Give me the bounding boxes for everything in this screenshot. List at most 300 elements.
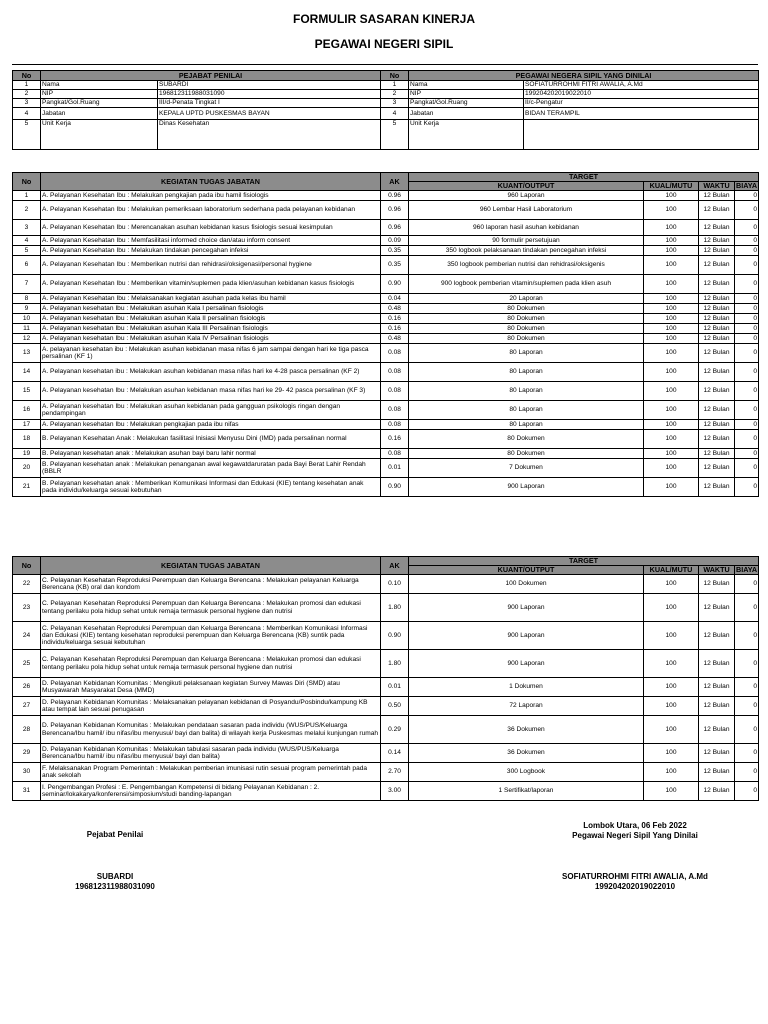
task-ak: 0.08 xyxy=(381,382,409,401)
task-header-kegiatan: KEGIATAN TUGAS JABATAN xyxy=(41,173,381,191)
task-cost: 0 xyxy=(735,697,759,716)
penilai-label: Jabatan xyxy=(41,108,158,120)
task-output: 1 Sertifikat/laporan xyxy=(409,782,644,801)
task-time: 12 Bulan xyxy=(699,363,735,382)
task-activity: B. Pelayanan kesehatan anak : Memberikan Komunikasi Informasi dan Edukasi (KIE) tentang kesehatan anak pada individu/keluarga sesuai kebutuhan xyxy=(41,478,381,497)
task-activity: B. Pelayanan kesehatan anak : Melakukan asuhan bayi baru lahir normal xyxy=(41,449,381,459)
penilai-label: Unit Kerja xyxy=(41,120,158,150)
task-ak: 0.09 xyxy=(381,236,409,246)
task-activity: A. Pelayanan Kesehatan Ibu : Merencanakan asuhan kebidanan kasus fisiologis sesuai kesimpulan xyxy=(41,220,381,236)
task-no: 23 xyxy=(13,594,41,622)
task-row xyxy=(13,382,759,401)
task-no: 31 xyxy=(13,782,41,801)
task-activity: C. Pelayanan Kesehatan Reproduksi Perempuan dan Keluarga Berencana : Melakukan pelayanan Keluarga Berencana (KB) oral dan kondom xyxy=(41,575,381,594)
dinilai-label: Nama xyxy=(409,81,524,90)
identity-no: 1 xyxy=(381,81,409,90)
task-quality: 100 xyxy=(644,594,699,622)
task-output: 100 Dokumen xyxy=(409,575,644,594)
task-quality: 100 xyxy=(644,220,699,236)
task-no: 16 xyxy=(13,401,41,420)
task-output: 36 Dokumen xyxy=(409,744,644,763)
task-activity: B. Pelayanan Kesehatan Anak : Melakukan fasilitasi Inisiasi Menyusu Dini (IMD) pada persalinan normal xyxy=(41,430,381,449)
task-activity: C. Pelayanan Kesehatan Reproduksi Perempuan dan Keluarga Berencana : Melakukan promosi dan edukasi tentang perilaku pola hidup sehat untuk remaja termasuk personal hygiene dan nutrisi xyxy=(41,650,381,678)
task-output: 36 Dokumen xyxy=(409,716,644,744)
identity-header-penilai: PEJABAT PENILAI xyxy=(41,71,381,81)
task-no: 29 xyxy=(13,744,41,763)
task-row xyxy=(13,763,759,782)
task-header-kual: KUAL/MUTU xyxy=(644,182,699,191)
task-time: 12 Bulan xyxy=(699,594,735,622)
task-time: 12 Bulan xyxy=(699,650,735,678)
task-ak: 1.80 xyxy=(381,594,409,622)
task-quality: 100 xyxy=(644,246,699,256)
task-time: 12 Bulan xyxy=(699,275,735,294)
task-cost: 0 xyxy=(735,401,759,420)
penilai-label: Nama xyxy=(41,81,158,90)
task-time: 12 Bulan xyxy=(699,304,735,314)
task-time: 12 Bulan xyxy=(699,716,735,744)
penilai-label: Pangkat/Gol.Ruang xyxy=(41,99,158,108)
task-activity: D. Pelayanan Kebidanan Komunitas : Melakukan tabulasi sasaran pada individu (WUS/PUS/Keluarga Berencana/Ibu hamil/ ibu nifas/ibu menyusui/ bayi dan balita) xyxy=(41,744,381,763)
task-header-waktu: WAKTU xyxy=(699,182,735,191)
task-quality: 100 xyxy=(644,449,699,459)
task-quality: 100 xyxy=(644,363,699,382)
task-output: 960 Laporan xyxy=(409,191,644,201)
task-row xyxy=(13,324,759,334)
task-activity: A. Pelayanan kesehatan Ibu : Melakukan pengkajian pada ibu nifas xyxy=(41,420,381,430)
task-activity: A. Pelayanan Kesehatan Ibu : Memberikan nutrisi dan rehidrasi/oksigenasi/personal hygiene xyxy=(41,256,381,275)
task-cost: 0 xyxy=(735,236,759,246)
task-no: 30 xyxy=(13,763,41,782)
identity-no: 4 xyxy=(13,108,41,120)
task-table-1 xyxy=(12,172,759,497)
task-cost: 0 xyxy=(735,275,759,294)
task-ak: 0.90 xyxy=(381,478,409,497)
task-quality: 100 xyxy=(644,401,699,420)
task-output: 80 Laporan xyxy=(409,401,644,420)
task-quality: 100 xyxy=(644,314,699,324)
task-cost: 0 xyxy=(735,363,759,382)
task-activity: I. Pengembangan Profesi : E. Pengembangan Kompetensi di bidang Pelayanan Kebidanan : 2. seminar/lokakarya/konferensi/simposium/studi banding-lapangan xyxy=(41,782,381,801)
task-ak: 0.96 xyxy=(381,191,409,201)
task-ak: 0.96 xyxy=(381,220,409,236)
right-signer-role: Pegawai Negeri Sipil Yang Dinilai xyxy=(572,831,698,840)
right-signer-nip: 199204202019022010 xyxy=(594,882,676,891)
task-no: 25 xyxy=(13,650,41,678)
right-signer-name: SOFIATURROHMI FITRI AWALIA, A.Md xyxy=(562,872,708,881)
task-no: 20 xyxy=(13,459,41,478)
task-output: 350 logbook pelaksanaan tindakan pencegahan infeksi xyxy=(409,246,644,256)
task-row xyxy=(13,256,759,275)
task-row xyxy=(13,782,759,801)
identity-row xyxy=(13,90,759,99)
task-quality: 100 xyxy=(644,294,699,304)
task-row xyxy=(13,449,759,459)
task-output: 960 laporan hasil asuhan kebidanan xyxy=(409,220,644,236)
task-activity: A. Pelayanan Kesehatan Ibu : Memberikan vitamin/suplemen pada klien/asuhan kebidanan kasus fisiologis xyxy=(41,275,381,294)
task-activity: A. Pelayanan kesehatan Ibu : Melakukan asuhan Kala IV Persalinan fisiologis xyxy=(41,334,381,344)
task-row xyxy=(13,478,759,497)
task-quality: 100 xyxy=(644,650,699,678)
task-no: 6 xyxy=(13,256,41,275)
task-row xyxy=(13,191,759,201)
task-header-biaya: BIAYA xyxy=(736,565,758,575)
dinilai-label: Unit Kerja xyxy=(409,120,524,150)
task-cost: 0 xyxy=(735,622,759,650)
task-output: 80 Dokumen xyxy=(409,304,644,314)
task-no: 18 xyxy=(13,430,41,449)
identity-no: 5 xyxy=(13,120,41,150)
task-row xyxy=(13,334,759,344)
task-ak: 0.90 xyxy=(381,275,409,294)
task-activity: A. Pelayanan Kesehatan Ibu : Melaksanakan kegiatan asuhan pada kelas ibu hamil xyxy=(41,294,381,304)
task-quality: 100 xyxy=(644,763,699,782)
task-no: 1 xyxy=(13,191,41,201)
task-cost: 0 xyxy=(735,575,759,594)
task-header-waktu: WAKTU xyxy=(699,566,735,575)
dinilai-value: BIDAN TERAMPIL xyxy=(524,108,759,120)
left-signer-nip: 196812311988031090 xyxy=(75,882,155,891)
task-output: 300 Logbook xyxy=(409,763,644,782)
dinilai-label: Jabatan xyxy=(409,108,524,120)
task-activity: A. Pelayanan Kesehatan Ibu : Melakukan pemeriksaan laboratorium sederhana pada pelayanan kebidanan xyxy=(41,201,381,220)
task-cost: 0 xyxy=(735,678,759,697)
form-subtitle: PEGAWAI NEGERI SIPIL xyxy=(314,37,454,51)
task-row xyxy=(13,201,759,220)
task-output: 960 Lembar Hasil Laboratorium xyxy=(409,201,644,220)
task-ak: 0.08 xyxy=(381,420,409,430)
task-ak: 0.08 xyxy=(381,344,409,363)
task-quality: 100 xyxy=(644,382,699,401)
task-time: 12 Bulan xyxy=(699,744,735,763)
identity-header-no: No xyxy=(13,71,41,81)
task-cost: 0 xyxy=(735,716,759,744)
task-time: 12 Bulan xyxy=(699,344,735,363)
identity-no: 5 xyxy=(381,120,409,150)
dinilai-label: Pangkat/Gol.Ruang xyxy=(409,99,524,108)
task-row xyxy=(13,650,759,678)
penilai-value: Dinas Kesehatan xyxy=(158,120,381,150)
task-cost: 0 xyxy=(735,324,759,334)
task-activity: B. Pelayanan kesehatan anak : Melakukan penanganan awal kegawatdaruratan pada Bayi Berat Lahir Rendah (BBLR xyxy=(41,459,381,478)
task-row xyxy=(13,246,759,256)
task-quality: 100 xyxy=(644,201,699,220)
task-header-kuant: KUANT/OUTPUT xyxy=(409,182,644,191)
task-quality: 100 xyxy=(644,256,699,275)
task-quality: 100 xyxy=(644,459,699,478)
task-quality: 100 xyxy=(644,716,699,744)
task-row xyxy=(13,220,759,236)
task-output: 80 Dokumen xyxy=(409,430,644,449)
penilai-value: SUBARDI xyxy=(158,81,381,90)
task-ak: 0.16 xyxy=(381,314,409,324)
task-time: 12 Bulan xyxy=(699,401,735,420)
task-cost: 0 xyxy=(735,314,759,324)
task-header-target: TARGET xyxy=(409,173,759,182)
task-quality: 100 xyxy=(644,344,699,363)
task-output: 80 Laporan xyxy=(409,363,644,382)
task-row xyxy=(13,622,759,650)
task-header-target: TARGET xyxy=(409,557,759,566)
task-time: 12 Bulan xyxy=(699,697,735,716)
task-row xyxy=(13,344,759,363)
task-output: 80 Laporan xyxy=(409,420,644,430)
task-quality: 100 xyxy=(644,420,699,430)
task-activity: A. Pelayanan Kesehatan Ibu : Melakukan tindakan pencegahan infeksi xyxy=(41,246,381,256)
task-ak: 2.70 xyxy=(381,763,409,782)
task-row xyxy=(13,744,759,763)
task-quality: 100 xyxy=(644,191,699,201)
left-signer-role: Pejabat Penilai xyxy=(86,830,144,839)
task-ak: 0.35 xyxy=(381,246,409,256)
task-row xyxy=(13,420,759,430)
task-cost: 0 xyxy=(735,449,759,459)
task-time: 12 Bulan xyxy=(699,334,735,344)
penilai-value: KEPALA UPTD PUSKESMAS BAYAN xyxy=(158,108,381,120)
task-no: 5 xyxy=(13,246,41,256)
task-no: 14 xyxy=(13,363,41,382)
identity-header-no2: No xyxy=(381,71,409,81)
task-time: 12 Bulan xyxy=(699,478,735,497)
task-header-no: No xyxy=(13,173,41,191)
task-row xyxy=(13,275,759,294)
task-cost: 0 xyxy=(735,763,759,782)
task-no: 2 xyxy=(13,201,41,220)
identity-row xyxy=(13,81,759,90)
task-row xyxy=(13,697,759,716)
task-time: 12 Bulan xyxy=(699,236,735,246)
task-activity: A. Pelayanan Kesehatan Ibu : Melakukan pengkajian pada ibu hamil fisiologis xyxy=(41,191,381,201)
task-time: 12 Bulan xyxy=(699,246,735,256)
identity-no: 3 xyxy=(13,99,41,108)
task-ak: 0.48 xyxy=(381,304,409,314)
task-quality: 100 xyxy=(644,275,699,294)
task-cost: 0 xyxy=(735,201,759,220)
task-ak: 0.50 xyxy=(381,697,409,716)
task-output: 80 Laporan xyxy=(409,344,644,363)
task-no: 17 xyxy=(13,420,41,430)
task-quality: 100 xyxy=(644,678,699,697)
task-time: 12 Bulan xyxy=(699,622,735,650)
task-cost: 0 xyxy=(735,420,759,430)
task-row xyxy=(13,314,759,324)
task-output: 900 Laporan xyxy=(409,622,644,650)
task-header-kegiatan: KEGIATAN TUGAS JABATAN xyxy=(41,557,381,575)
task-output: 900 Laporan xyxy=(409,478,644,497)
task-time: 12 Bulan xyxy=(699,294,735,304)
task-row xyxy=(13,294,759,304)
task-quality: 100 xyxy=(644,430,699,449)
task-activity: D. Pelayanan Kebidanan Komunitas : Melaksanakan pelayanan kebidanan di Posyandu/Posbindu/kampung KB atau tempat lain sesuai penugasan xyxy=(41,697,381,716)
task-time: 12 Bulan xyxy=(699,575,735,594)
task-time: 12 Bulan xyxy=(699,763,735,782)
identity-no: 4 xyxy=(381,108,409,120)
task-output: 80 Dokumen xyxy=(409,334,644,344)
task-row xyxy=(13,304,759,314)
task-row xyxy=(13,236,759,246)
task-cost: 0 xyxy=(735,382,759,401)
task-no: 7 xyxy=(13,275,41,294)
task-activity: A. Pelayanan kesehatan Ibu : Melakukan asuhan Kala II persalinan fisiologis xyxy=(41,314,381,324)
task-quality: 100 xyxy=(644,744,699,763)
identity-no: 1 xyxy=(13,81,41,90)
identity-header-dinilai: PEGAWAI NEGERA SIPIL YANG DINILAI xyxy=(409,71,759,81)
task-table-2 xyxy=(12,556,759,801)
task-no: 21 xyxy=(13,478,41,497)
task-time: 12 Bulan xyxy=(699,782,735,801)
identity-row xyxy=(13,99,759,108)
task-header-kuant: KUANT/OUTPUT xyxy=(409,566,644,575)
task-no: 24 xyxy=(13,622,41,650)
penilai-value: 196812311988031090 xyxy=(158,90,381,99)
task-quality: 100 xyxy=(644,782,699,801)
task-time: 12 Bulan xyxy=(699,220,735,236)
task-cost: 0 xyxy=(735,246,759,256)
task-ak: 0.08 xyxy=(381,449,409,459)
task-activity: A. Pelayanan kesehatan Ibu : Melakukan asuhan kebidanan masa nifas hari ke 29- 42 pasca persalinan (KF 3) xyxy=(41,382,381,401)
identity-row xyxy=(13,120,759,150)
task-output: 7 Dokumen xyxy=(409,459,644,478)
task-time: 12 Bulan xyxy=(699,256,735,275)
task-quality: 100 xyxy=(644,334,699,344)
task-ak: 3.00 xyxy=(381,782,409,801)
task-ak: 0.48 xyxy=(381,334,409,344)
task-output: 80 Dokumen xyxy=(409,449,644,459)
dinilai-label: NIP xyxy=(409,90,524,99)
task-ak: 0.29 xyxy=(381,716,409,744)
divider xyxy=(12,64,758,65)
task-row xyxy=(13,459,759,478)
task-cost: 0 xyxy=(735,256,759,275)
task-time: 12 Bulan xyxy=(699,449,735,459)
task-row xyxy=(13,430,759,449)
task-row xyxy=(13,716,759,744)
task-time: 12 Bulan xyxy=(699,678,735,697)
task-activity: A. Pelayanan Kesehatan Ibu : Memfasilitasi informed choice dan/atau inform consent xyxy=(41,236,381,246)
task-cost: 0 xyxy=(735,594,759,622)
task-cost: 0 xyxy=(735,459,759,478)
identity-table xyxy=(12,70,759,150)
task-no: 28 xyxy=(13,716,41,744)
task-no: 10 xyxy=(13,314,41,324)
task-quality: 100 xyxy=(644,575,699,594)
task-no: 11 xyxy=(13,324,41,334)
task-cost: 0 xyxy=(735,304,759,314)
task-cost: 0 xyxy=(735,650,759,678)
task-time: 12 Bulan xyxy=(699,430,735,449)
task-activity: F. Melaksanakan Program Pemerintah : Melakukan pemberian imunisasi rutin sesuai program pemerintah pada anak sekolah xyxy=(41,763,381,782)
task-ak: 0.96 xyxy=(381,201,409,220)
task-time: 12 Bulan xyxy=(699,191,735,201)
task-no: 26 xyxy=(13,678,41,697)
task-quality: 100 xyxy=(644,622,699,650)
dinilai-value: II/c-Pengatur xyxy=(524,99,759,108)
identity-no: 2 xyxy=(13,90,41,99)
task-ak: 0.16 xyxy=(381,430,409,449)
task-cost: 0 xyxy=(735,744,759,763)
task-ak: 0.35 xyxy=(381,256,409,275)
task-quality: 100 xyxy=(644,304,699,314)
task-cost: 0 xyxy=(735,478,759,497)
dinilai-value xyxy=(524,120,759,150)
task-output: 90 formulir persetujuan xyxy=(409,236,644,246)
task-cost: 0 xyxy=(735,294,759,304)
task-output: 20 Laporan xyxy=(409,294,644,304)
task-ak: 0.90 xyxy=(381,622,409,650)
task-no: 3 xyxy=(13,220,41,236)
task-ak: 1.80 xyxy=(381,650,409,678)
identity-no: 3 xyxy=(381,99,409,108)
task-activity: C. Pelayanan Kesehatan Reproduksi Perempuan dan Keluarga Berencana : Memberikan Komunikasi Informasi dan Edukasi (KIE) tentang kesehatan reproduksi perempuan dan Keluarga Berencana (KB) suntik pada individu/keluarga sesuai kebutuhan xyxy=(41,622,381,650)
task-row xyxy=(13,401,759,420)
task-ak: 0.04 xyxy=(381,294,409,304)
task-no: 9 xyxy=(13,304,41,314)
task-output: 900 logbook pemberian vitamin/suplemen pada klien asuh xyxy=(409,275,644,294)
task-time: 12 Bulan xyxy=(699,201,735,220)
task-activity: A. pelayanan kesehatan ibu : Melakukan asuhan kebidanan masa nifas 6 jam sampai dengan hari ke tiga pasca persalinan (KF 1) xyxy=(41,344,381,363)
task-output: 80 Dokumen xyxy=(409,314,644,324)
task-no: 12 xyxy=(13,334,41,344)
identity-no: 2 xyxy=(381,90,409,99)
task-ak: 0.01 xyxy=(381,678,409,697)
task-time: 12 Bulan xyxy=(699,314,735,324)
task-cost: 0 xyxy=(735,191,759,201)
task-ak: 0.01 xyxy=(381,459,409,478)
task-row xyxy=(13,678,759,697)
task-header-no: No xyxy=(13,557,41,575)
task-quality: 100 xyxy=(644,324,699,334)
left-signer-name: SUBARDI xyxy=(96,872,134,881)
task-no: 22 xyxy=(13,575,41,594)
task-activity: D. Pelayanan Kebidanan Komunitas : Mengikuti pelaksanaan kegiatan Survey Mawas Diri (SMD) atau Musyawarah Masyarakat Desa (MMD) xyxy=(41,678,381,697)
task-output: 72 Laporan xyxy=(409,697,644,716)
task-quality: 100 xyxy=(644,478,699,497)
dinilai-value: 199204202019022010 xyxy=(524,90,759,99)
task-activity: A. Pelayanan kesehatan Ibu : Melakukan asuhan Kala I persalinan fisiologis xyxy=(41,304,381,314)
task-no: 4 xyxy=(13,236,41,246)
task-output: 900 Laporan xyxy=(409,594,644,622)
task-time: 12 Bulan xyxy=(699,324,735,334)
task-quality: 100 xyxy=(644,697,699,716)
task-header-kual: KUAL/MUTU xyxy=(644,566,699,575)
place-date: Lombok Utara, 06 Feb 2022 xyxy=(583,821,687,830)
identity-row xyxy=(13,108,759,120)
task-activity: C. Pelayanan Kesehatan Reproduksi Perempuan dan Keluarga Berencana : Melakukan promosi dan edukasi tentang perilaku pola hidup sehat untuk remaja termasuk personal hygiene dan nutrisi xyxy=(41,594,381,622)
task-activity: A. Pelayanan kesehatan Ibu : Melakukan asuhan Kala III Persalinan fisiologis xyxy=(41,324,381,334)
task-time: 12 Bulan xyxy=(699,382,735,401)
task-output: 80 Dokumen xyxy=(409,324,644,334)
penilai-value: III/d-Penata Tingkat I xyxy=(158,99,381,108)
task-cost: 0 xyxy=(735,220,759,236)
task-quality: 100 xyxy=(644,236,699,246)
task-time: 12 Bulan xyxy=(699,420,735,430)
task-no: 19 xyxy=(13,449,41,459)
task-output: 80 Laporan xyxy=(409,382,644,401)
task-activity: D. Pelayanan Kebidanan Komunitas : Melakukan pendataan sasaran pada individu (WUS/PUS/Keluarga Berencana/Ibu hamil/ ibu nifas/ibu menyusui/ bayi dan balita) di wilayah kerja Puskesmas melalui kunjungan rumah xyxy=(41,716,381,744)
task-ak: 0.14 xyxy=(381,744,409,763)
task-header-ak: AK xyxy=(381,173,409,191)
task-output: 1 Dokumen xyxy=(409,678,644,697)
task-cost: 0 xyxy=(735,430,759,449)
task-no: 8 xyxy=(13,294,41,304)
task-header-biaya: BIAYA xyxy=(736,181,758,191)
penilai-label: NIP xyxy=(41,90,158,99)
task-no: 15 xyxy=(13,382,41,401)
task-cost: 0 xyxy=(735,782,759,801)
task-activity: A. Pelayanan kesehatan Ibu : Melakukan asuhan kebidanan pada gangguan psikologis ringan dengan pendampingan xyxy=(41,401,381,420)
task-cost: 0 xyxy=(735,344,759,363)
task-row xyxy=(13,363,759,382)
